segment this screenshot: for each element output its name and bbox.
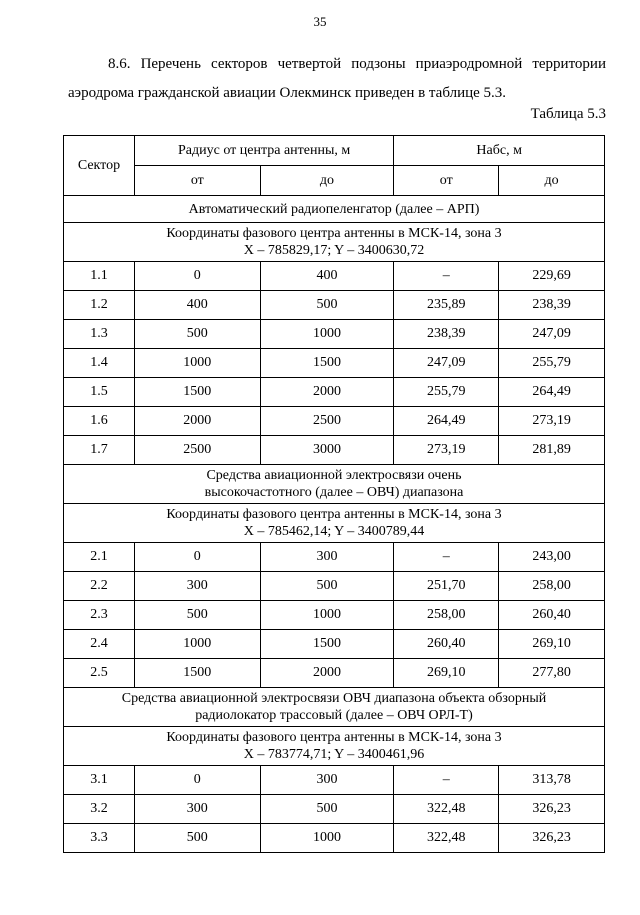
radius-to-cell: 400 xyxy=(260,262,394,291)
habs-to-cell: 273,19 xyxy=(499,407,605,436)
habs-from-cell: – xyxy=(394,543,499,572)
table-row xyxy=(64,795,605,824)
intro-paragraph xyxy=(68,50,606,108)
section-title-line-1: Средства авиационной электросвязи ОВЧ диапазона объекта обзорный xyxy=(121,691,547,706)
table-row xyxy=(64,572,605,601)
sector-cell: 1.7 xyxy=(64,436,135,465)
radius-from-cell: 300 xyxy=(134,572,260,601)
sector-cell: 2.5 xyxy=(64,659,135,688)
radius-from-cell: 1000 xyxy=(134,349,260,378)
sector-cell: 3.1 xyxy=(64,766,135,795)
radius-from-cell: 0 xyxy=(134,543,260,572)
radius-from-cell: 0 xyxy=(134,262,260,291)
radius-to-cell: 2000 xyxy=(260,659,394,688)
habs-to-cell: 260,40 xyxy=(499,601,605,630)
sector-cell: 1.4 xyxy=(64,349,135,378)
radius-from-cell: 1500 xyxy=(134,378,260,407)
habs-from-cell: 235,89 xyxy=(394,291,499,320)
header-habs: Набс, м xyxy=(394,136,605,166)
habs-from-cell: 269,10 xyxy=(394,659,499,688)
table-row xyxy=(64,601,605,630)
section-title xyxy=(64,688,605,727)
habs-from-cell: 260,40 xyxy=(394,630,499,659)
header-row xyxy=(64,136,605,166)
table-row xyxy=(64,407,605,436)
radius-to-cell: 2000 xyxy=(260,378,394,407)
table-row xyxy=(64,543,605,572)
radius-from-cell: 500 xyxy=(134,320,260,349)
radius-to-cell: 2500 xyxy=(260,407,394,436)
antenna-coordinates xyxy=(64,727,605,766)
section-title xyxy=(64,465,605,504)
habs-from-cell: 322,48 xyxy=(394,795,499,824)
habs-from-cell: 264,49 xyxy=(394,407,499,436)
radius-to-cell: 500 xyxy=(260,291,394,320)
coordinates-line-1: Координаты фазового центра антенны в МСК-14, зона 3 xyxy=(166,226,502,241)
radius-from-cell: 2500 xyxy=(134,436,260,465)
habs-to-cell: 281,89 xyxy=(499,436,605,465)
sector-cell: 1.3 xyxy=(64,320,135,349)
sector-cell: 1.1 xyxy=(64,262,135,291)
sector-cell: 3.2 xyxy=(64,795,135,824)
habs-to-cell: 264,49 xyxy=(499,378,605,407)
radius-from-cell: 2000 xyxy=(134,407,260,436)
header-habs-to: до xyxy=(499,166,605,196)
coordinates-line-1: Координаты фазового центра антенны в МСК-14, зона 3 xyxy=(166,507,502,522)
habs-from-cell: – xyxy=(394,262,499,291)
habs-to-cell: 277,80 xyxy=(499,659,605,688)
subheader-row xyxy=(64,166,605,196)
table-row xyxy=(64,262,605,291)
table-row xyxy=(64,766,605,795)
sector-cell: 3.3 xyxy=(64,824,135,853)
page-number: 35 xyxy=(313,14,327,29)
coordinates-line-1: Координаты фазового центра антенны в МСК-14, зона 3 xyxy=(166,730,502,745)
sector-cell: 2.3 xyxy=(64,601,135,630)
antenna-coordinates xyxy=(64,504,605,543)
antenna-coordinates xyxy=(64,223,605,262)
sector-cell: 2.4 xyxy=(64,630,135,659)
habs-to-cell: 238,39 xyxy=(499,291,605,320)
header-habs-from: от xyxy=(394,166,499,196)
habs-to-cell: 313,78 xyxy=(499,766,605,795)
section-title-row xyxy=(64,465,605,504)
radius-from-cell: 500 xyxy=(134,824,260,853)
sector-cell: 1.6 xyxy=(64,407,135,436)
table-row xyxy=(64,436,605,465)
coordinates-row xyxy=(64,223,605,262)
coordinates-line-2: X – 783774,71; Y – 3400461,96 xyxy=(243,747,425,762)
section-title-line-1: Средства авиационной электросвязи очень xyxy=(206,468,462,483)
sectors-table xyxy=(63,135,605,853)
header-radius: Радиус от центра антенны, м xyxy=(134,136,393,166)
table-row xyxy=(64,378,605,407)
header-radius-to: до xyxy=(260,166,394,196)
table-row xyxy=(64,630,605,659)
coordinates-line-2: X – 785829,17; Y – 3400630,72 xyxy=(243,243,425,258)
radius-from-cell: 300 xyxy=(134,795,260,824)
habs-from-cell: 251,70 xyxy=(394,572,499,601)
habs-to-cell: 255,79 xyxy=(499,349,605,378)
sector-cell: 2.1 xyxy=(64,543,135,572)
header-radius-from: от xyxy=(134,166,260,196)
habs-to-cell: 243,00 xyxy=(499,543,605,572)
table-row xyxy=(64,291,605,320)
radius-to-cell: 500 xyxy=(260,795,394,824)
habs-from-cell: 238,39 xyxy=(394,320,499,349)
habs-from-cell: 247,09 xyxy=(394,349,499,378)
paragraph-line-1: 8.6. Перечень секторов четвертой подзоны приаэродромной территории xyxy=(108,56,606,72)
habs-to-cell: 326,23 xyxy=(499,824,605,853)
radius-from-cell: 400 xyxy=(134,291,260,320)
habs-from-cell: 322,48 xyxy=(394,824,499,853)
table-row xyxy=(64,659,605,688)
section-title-line-2: радиолокатор трассовый (далее – ОВЧ ОРЛ-Т) xyxy=(195,708,473,723)
coordinates-row xyxy=(64,727,605,766)
radius-to-cell: 3000 xyxy=(260,436,394,465)
habs-to-cell: 258,00 xyxy=(499,572,605,601)
header-sector: Сектор xyxy=(64,136,135,196)
habs-from-cell: – xyxy=(394,766,499,795)
radius-from-cell: 500 xyxy=(134,601,260,630)
section-title: Автоматический радиопеленгатор (далее – АРП) xyxy=(64,196,605,223)
radius-from-cell: 1500 xyxy=(134,659,260,688)
section-title-row xyxy=(64,196,605,223)
radius-to-cell: 1000 xyxy=(260,601,394,630)
habs-from-cell: 255,79 xyxy=(394,378,499,407)
table-caption: Таблица 5.3 xyxy=(530,106,606,122)
habs-from-cell: 258,00 xyxy=(394,601,499,630)
habs-to-cell: 269,10 xyxy=(499,630,605,659)
radius-to-cell: 1000 xyxy=(260,824,394,853)
sector-cell: 1.2 xyxy=(64,291,135,320)
coordinates-line-2: X – 785462,14; Y – 3400789,44 xyxy=(243,524,425,539)
table-row xyxy=(64,320,605,349)
radius-from-cell: 1000 xyxy=(134,630,260,659)
coordinates-row xyxy=(64,504,605,543)
section-title-line-2: высокочастотного (далее – ОВЧ) диапазона xyxy=(204,485,464,500)
radius-from-cell: 0 xyxy=(134,766,260,795)
radius-to-cell: 300 xyxy=(260,543,394,572)
table-row xyxy=(64,349,605,378)
habs-to-cell: 326,23 xyxy=(499,795,605,824)
radius-to-cell: 1500 xyxy=(260,630,394,659)
paragraph-line-2: аэродрома гражданской авиации Олекминск приведен в таблице 5.3. xyxy=(68,85,507,101)
habs-to-cell: 229,69 xyxy=(499,262,605,291)
sector-cell: 1.5 xyxy=(64,378,135,407)
habs-to-cell: 247,09 xyxy=(499,320,605,349)
section-title-row xyxy=(64,688,605,727)
sector-cell: 2.2 xyxy=(64,572,135,601)
radius-to-cell: 1500 xyxy=(260,349,394,378)
table-row xyxy=(64,824,605,853)
radius-to-cell: 1000 xyxy=(260,320,394,349)
radius-to-cell: 300 xyxy=(260,766,394,795)
habs-from-cell: 273,19 xyxy=(394,436,499,465)
radius-to-cell: 500 xyxy=(260,572,394,601)
